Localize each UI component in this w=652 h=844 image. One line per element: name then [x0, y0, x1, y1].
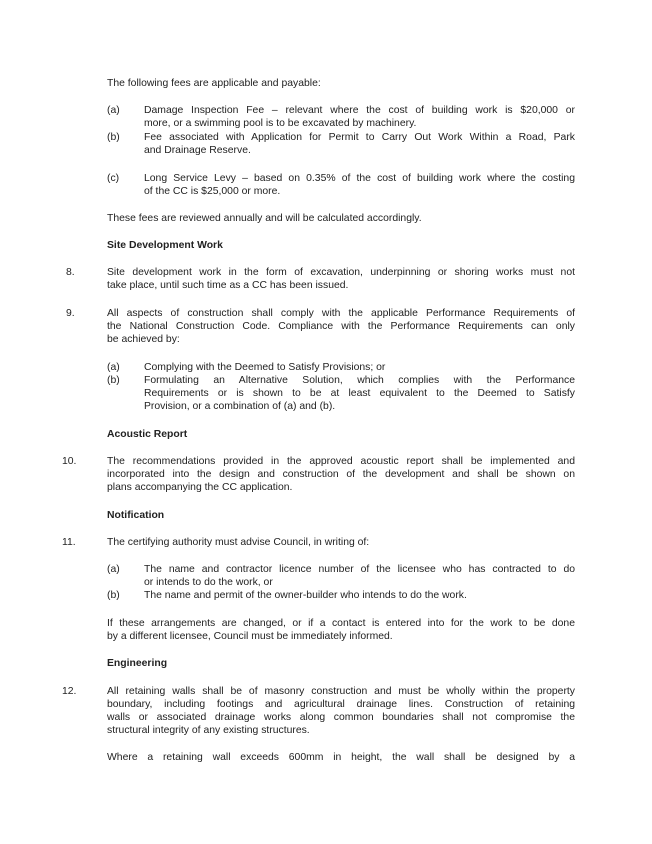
- fees-intro: The following fees are applicable and payable:: [107, 78, 321, 89]
- condition-12-line-4: structural integrity of any existing structures.: [107, 725, 310, 736]
- condition-12-number: 12.: [62, 686, 77, 697]
- fee-b-line-2: and Drainage Reserve.: [144, 145, 251, 156]
- fee-a-line-1: Damage Inspection Fee – relevant where the cost of building work is $20,000 or: [144, 105, 575, 116]
- condition-11-number: 11.: [62, 537, 76, 548]
- condition-9-number: 9.: [66, 308, 75, 319]
- condition-9-line-3: be achieved by:: [107, 334, 180, 345]
- condition-9-line-2: the National Construction Code. Compliance with the Performance Requirements can only: [107, 321, 575, 332]
- condition-8-line-2: take place, until such time as a CC has been issued.: [107, 280, 349, 291]
- condition-9-item-b-line-2: Requirements or is shown to be at least equivalent to the Deemed to Satisfy: [144, 388, 575, 399]
- condition-11-item-a-line-2: or intends to do the work, or: [144, 577, 273, 588]
- condition-10-line-3: plans accompanying the CC application.: [107, 482, 293, 493]
- condition-9-item-a-line-1: Complying with the Deemed to Satisfy Provisions; or: [144, 362, 386, 373]
- condition-11-after-line-2: by a different licensee, Council must be immediately informed.: [107, 631, 393, 642]
- fee-c-line-2: of the CC is $25,000 or more.: [144, 186, 281, 197]
- condition-11-item-a-line-1: The name and contractor licence number of the licensee who has contracted to do: [144, 564, 575, 575]
- condition-10-line-2: incorporated into the design and construction of the development and shall be shown on: [107, 469, 575, 480]
- fee-a-label: (a): [107, 105, 120, 116]
- fee-b-line-1: Fee associated with Application for Permit to Carry Out Work Within a Road, Park: [144, 132, 575, 143]
- fee-b-label: (b): [107, 132, 120, 143]
- condition-9-item-b-label: (b): [107, 375, 120, 386]
- condition-8-number: 8.: [66, 267, 75, 278]
- fee-a-line-2: more, or a swimming pool is to be excavated by machinery.: [144, 118, 417, 129]
- condition-10-number: 10.: [62, 456, 77, 467]
- condition-11-item-b-line-1: The name and permit of the owner-builder who intends to do the work.: [144, 590, 467, 601]
- heading-engineering: Engineering: [107, 658, 168, 669]
- condition-11-item-b-label: (b): [107, 590, 120, 601]
- condition-11-item-a-label: (a): [107, 564, 120, 575]
- condition-11-after-line-1: If these arrangements are changed, or if a contact is entered into for the work to be done: [107, 618, 575, 629]
- condition-10-line-1: The recommendations provided in the approved acoustic report shall be implemented and: [107, 456, 575, 467]
- condition-12-line-1: All retaining walls shall be of masonry construction and must be wholly within the property: [107, 686, 575, 697]
- condition-8-line-1: Site development work in the form of excavation, underpinning or shoring works must not: [107, 267, 575, 278]
- condition-9-item-b-line-3: Provision, or a combination of (a) and (b).: [144, 401, 336, 412]
- condition-9-line-1: All aspects of construction shall comply with the applicable Performance Requirements of: [107, 308, 575, 319]
- heading-notification: Notification: [107, 510, 165, 521]
- condition-9-item-a-label: (a): [107, 362, 120, 373]
- heading-site-development: Site Development Work: [107, 240, 223, 251]
- condition-12-line-2: boundary, including footings and agricultural drainage lines. Construction of retaining: [107, 699, 575, 710]
- condition-11-line-1: The certifying authority must advise Council, in writing of:: [107, 537, 370, 548]
- fee-c-label: (c): [107, 173, 120, 184]
- fees-note: These fees are reviewed annually and will be calculated accordingly.: [107, 213, 422, 224]
- condition-12-line-3: walls or associated drainage works along common boundaries shall not compromise the: [107, 712, 575, 723]
- fee-c-line-1: Long Service Levy – based on 0.35% of the cost of building work where the costing: [144, 173, 575, 184]
- condition-9-item-b-line-1: Formulating an Alternative Solution, which complies with the Performance: [144, 375, 575, 386]
- condition-12-after-line-1: Where a retaining wall exceeds 600mm in height, the wall shall be designed by a: [107, 752, 575, 763]
- heading-acoustic-report: Acoustic Report: [107, 429, 188, 440]
